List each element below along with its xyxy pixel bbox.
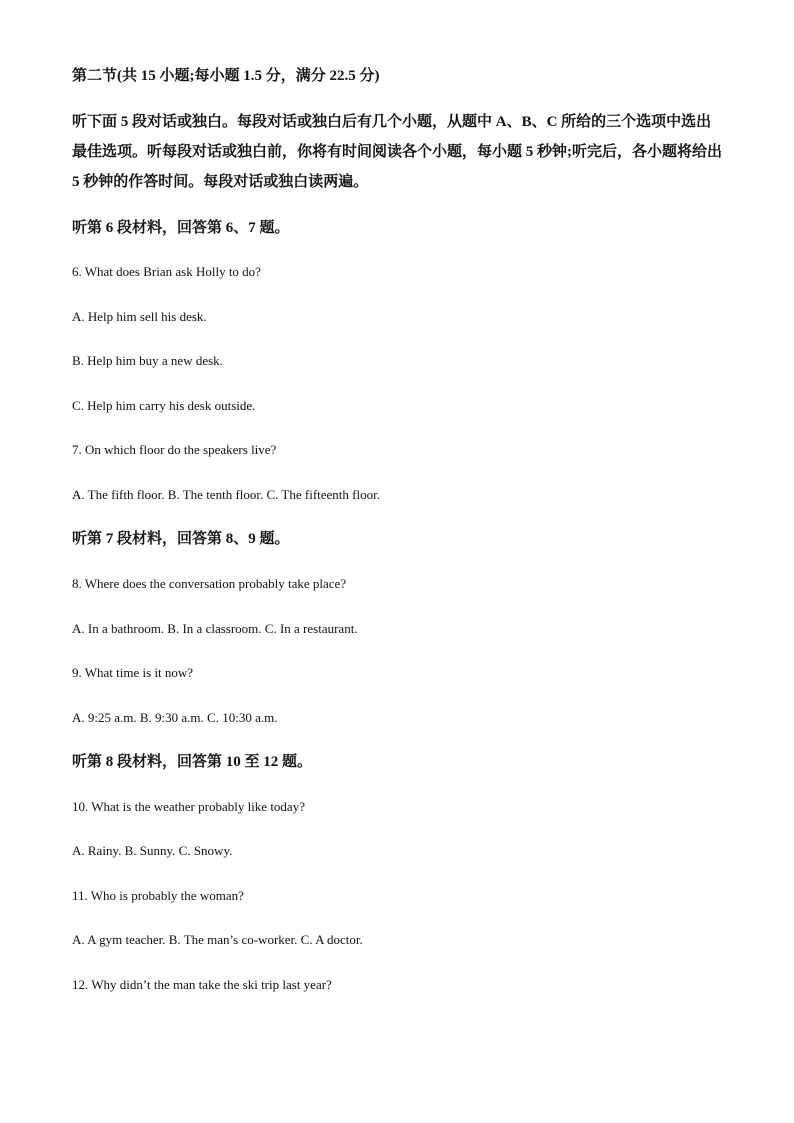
section-title: 第二节(共 15 小题;每小题 1.5 分，满分 22.5 分): [72, 68, 380, 84]
option-6b: B. Help him buy a new desk.: [72, 353, 223, 368]
section-instructions: 听下面 5 段对话或独白。每段对话或独白后有几个小题，从题中 A、B、C 所给的三个选项中选出最佳选项。听每段对话或独白前，你将有时间阅读各个小题，每小题 5 秒钟;听完后，各小题将给出 5 秒钟的作答时间。每段对话或独白读两遍。: [72, 114, 722, 190]
group-heading-8-9: 听第 7 段材料，回答第 8、9 题。: [72, 531, 290, 547]
options-7: A. The fifth floor. B. The tenth floor. C. The fifteenth floor.: [72, 487, 380, 502]
group-heading-10-12: 听第 8 段材料，回答第 10 至 12 题。: [72, 754, 313, 770]
question-8: 8. Where does the conversation probably take place?: [72, 576, 347, 591]
question-6: 6. What does Brian ask Holly to do?: [72, 264, 261, 279]
question-10: 10. What is the weather probably like today?: [72, 799, 305, 814]
group-heading-6-7: 听第 6 段材料，回答第 6、7 题。: [72, 220, 290, 236]
question-12: 12. Why didn’t the man take the ski trip last year?: [72, 977, 332, 992]
question-11: 11. Who is probably the woman?: [72, 888, 244, 903]
option-6c: C. Help him carry his desk outside.: [72, 398, 256, 413]
options-8: A. In a bathroom. B. In a classroom. C. In a restaurant.: [72, 621, 358, 636]
options-9: A. 9:25 a.m. B. 9:30 a.m. C. 10:30 a.m.: [72, 710, 278, 725]
option-6a: A. Help him sell his desk.: [72, 309, 207, 324]
question-7: 7. On which floor do the speakers live?: [72, 442, 277, 457]
options-11: A. A gym teacher. B. The man’s co-worker. C. A doctor.: [72, 932, 363, 947]
options-10: A. Rainy. B. Sunny. C. Snowy.: [72, 843, 233, 858]
question-9: 9. What time is it now?: [72, 665, 194, 680]
